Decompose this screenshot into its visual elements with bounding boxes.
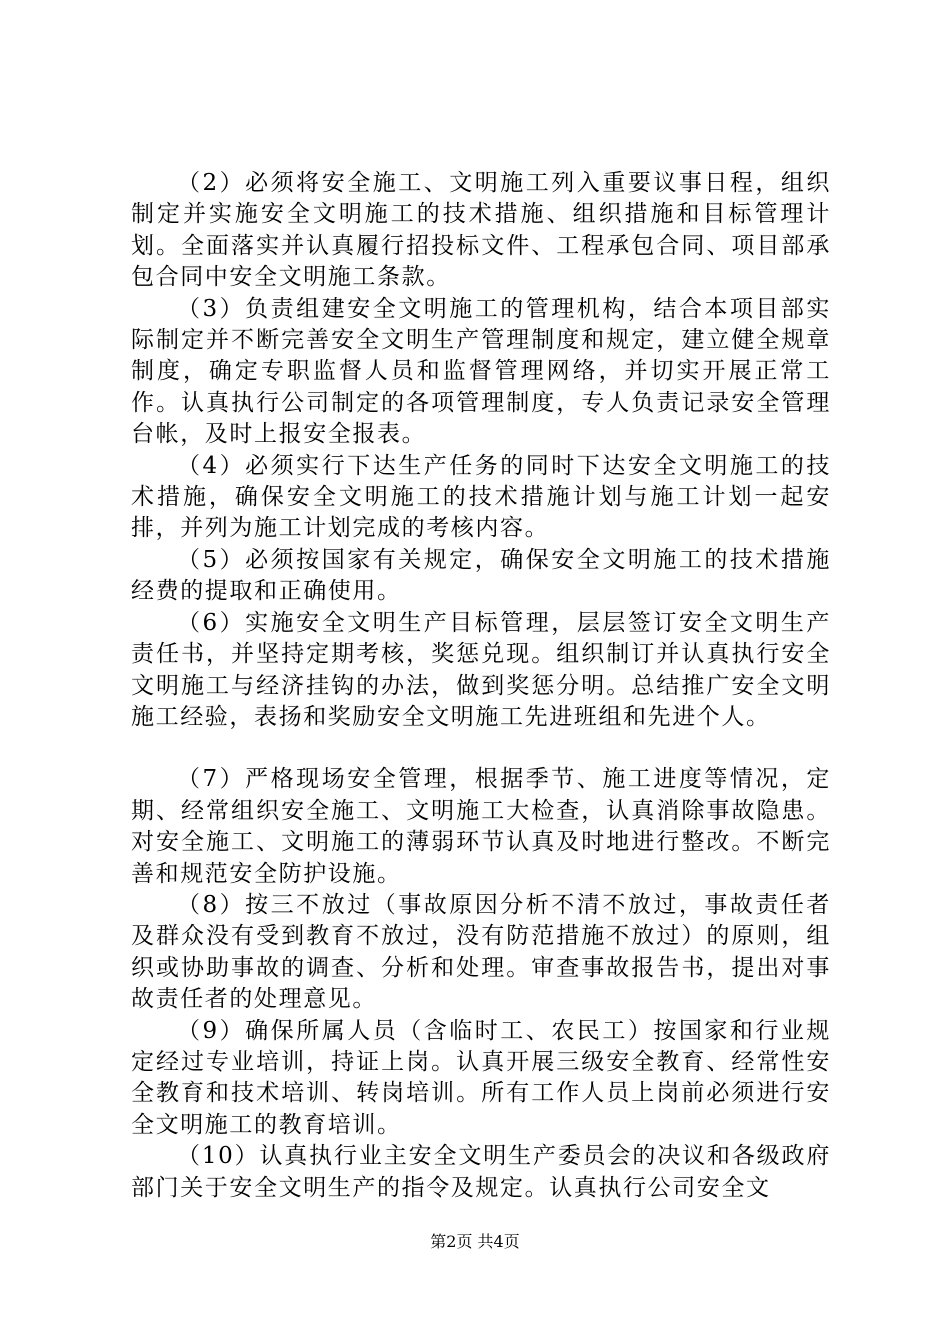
paragraph-6: （6）实施安全文明生产目标管理，层层签订安全文明生产责任书，并坚持定期考核，奖惩兑现。组织制订并认真执行安全文明施工与经济挂钩的办法，做到奖惩分明。总结推广安全文明施工经验，表扬和奖励安全文明施工先进班组和先进个人。 <box>131 609 831 730</box>
page-footer <box>0 1229 950 1252</box>
paragraph-10: （10）认真执行业主安全文明生产委员会的决议和各级政府部门关于安全文明生产的指令及规定。认真执行公司安全文 <box>131 1143 831 1201</box>
paragraph-5: （5）必须按国家有关规定，确保安全文明施工的技术措施经费的提取和正确使用。 <box>131 546 831 605</box>
paragraph-3: （3）负责组建安全文明施工的管理机构，结合本项目部实际制定并不断完善安全文明生产管理制度和规定，建立健全规章制度，确定专职监督人员和监督管理网络，并切实开展正常工作。认真执行公司制定的各项管理制度，专人负责记录安全管理台帐，及时上报安全报表。 <box>131 295 831 448</box>
paragraph-2: （2）必须将安全施工、文明施工列入重要议事日程，组织制定并实施安全文明施工的技术措施、组织措施和目标管理计划。全面落实并认真履行招投标文件、工程承包合同、项目部承包合同中安全文明施工条款。 <box>131 170 831 291</box>
page-number: 第2页 共4页 <box>430 1232 520 1251</box>
paragraph-8: （8）按三不放过（事故原因分析不清不放过，事故责任者及群众没有受到教育不放过，没有防范措施不放过）的原则，组织或协助事故的调查、分析和处理。审查事故报告书，提出对事故责任者的处理意见。 <box>131 891 831 1013</box>
document-body <box>131 168 831 1204</box>
paragraph-7: （7）严格现场安全管理，根据季节、施工进度等情况，定期、经常组织安全施工、文明施工大检查，认真消除事故隐患。对安全施工、文明施工的薄弱环节认真及时地进行整改。不断完善和规范安全防护设施。 <box>131 766 831 887</box>
paragraph-9: （9）确保所属人员（含临时工、农民工）按国家和行业规定经过专业培训，持证上岗。认真开展三级安全教育、经常性安全教育和技术培训、转岗培训。所有工作人员上岗前必须进行安全文明施工的教育培训。 <box>131 1017 831 1138</box>
paragraph-4: （4）必须实行下达生产任务的同时下达安全文明施工的技术措施，确保安全文明施工的技术措施计划与施工计划一起安排，并列为施工计划完成的考核内容。 <box>131 452 831 542</box>
